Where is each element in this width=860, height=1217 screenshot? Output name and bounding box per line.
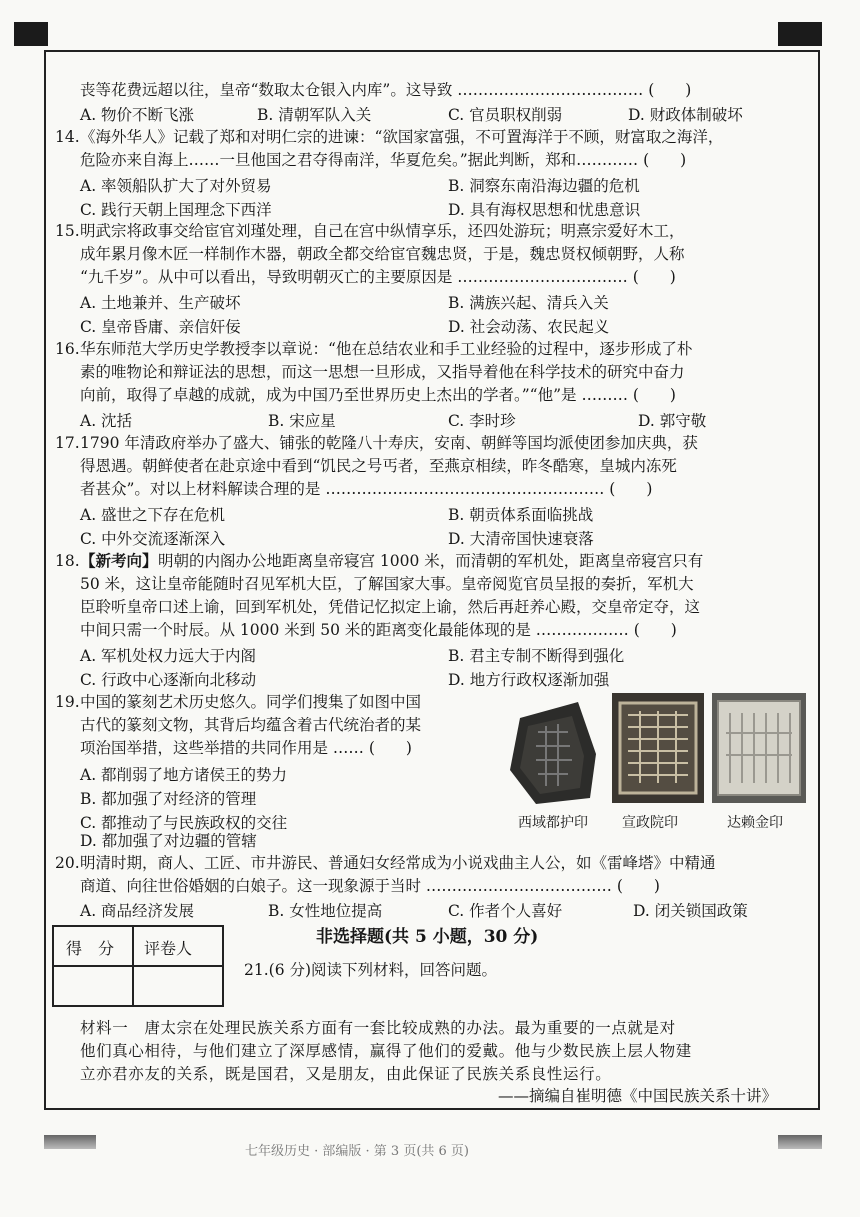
- q14-option-d[interactable]: D. 具有海权思想和忧患意识: [448, 201, 641, 219]
- q14-option-b[interactable]: B. 洞察东南沿海边疆的危机: [448, 177, 640, 195]
- q14-number: 14.: [55, 128, 80, 146]
- q19-stem-line-1: 中国的篆刻艺术历史悠久。同学们搜集了如图中国: [80, 693, 422, 711]
- footer-mark-right: [778, 1135, 822, 1149]
- q13-option-a[interactable]: A. 物价不断飞涨: [80, 106, 195, 124]
- q13-option-b[interactable]: B. 清朝军队入关: [257, 106, 372, 124]
- q16-stem-line-1: 华东师范大学历史学教授李以章说：“他在总结农业和手工业经验的过程中，逐步形成了朴: [80, 340, 693, 358]
- material-line-2: 他们真心相待，与他们建立了深厚感情，赢得了他们的爱戴。他与少数民族上层人物建: [80, 1042, 692, 1060]
- q17-option-a[interactable]: A. 盛世之下存在危机: [80, 506, 226, 524]
- q19-number: 19.: [55, 693, 80, 711]
- xuanzheng-yuan-seal-image: [612, 693, 704, 803]
- q16-option-b[interactable]: B. 宋应星: [268, 412, 336, 430]
- q13-stem-tail: 丧等花费远超以往，皇帝“数取太仓银入内库”。这导致 ……………………………… ( ): [80, 81, 692, 99]
- score-label: 得 分: [66, 939, 115, 958]
- q15-option-b[interactable]: B. 满族兴起、清兵入关: [448, 294, 609, 312]
- q19-option-b[interactable]: B. 都加强了对经济的管理: [80, 790, 257, 808]
- section-title: 非选择题(共 5 小题，30 分): [316, 927, 539, 947]
- q18-stem-line-4: 中间只需一个时辰。从 1000 米到 50 米的距离变化最能体现的是 ……………… ( ): [80, 621, 677, 639]
- q14-stem-line-2: 危险亦来自海上……一旦他国之君夺得南洋，华夏危矣。”据此判断，郑和………… ( ): [80, 151, 687, 169]
- q15-stem-line-1: 明武宗将政事交给宦官刘瑾处理，自己在宫中纵情享乐，还四处游玩；明熹宗爱好木工，: [80, 222, 685, 240]
- q16-option-d[interactable]: D. 郭守敬: [638, 412, 707, 430]
- q20-option-a[interactable]: A. 商品经济发展: [80, 902, 195, 920]
- q16-option-c[interactable]: C. 李时珍: [448, 412, 516, 430]
- q14-option-a[interactable]: A. 率领船队扩大了对外贸易: [80, 177, 272, 195]
- seal-caption-2: 宣政院印: [622, 815, 678, 831]
- registration-mark-left: [14, 22, 48, 46]
- seal-caption-1: 西域都护印: [518, 815, 588, 831]
- q15-stem-line-3: “九千岁”。从中可以看出，导致明朝灭亡的主要原因是 …………………………… ( ): [80, 268, 676, 286]
- q19-option-a[interactable]: A. 都削弱了地方诸侯王的势力: [80, 766, 288, 784]
- score-input-cell[interactable]: [56, 969, 130, 1003]
- q17-option-b[interactable]: B. 朝贡体系面临挑战: [448, 506, 594, 524]
- page-footer: 七年级历史 · 部编版 · 第 3 页(共 6 页): [245, 1144, 470, 1159]
- score-box-divider-h: [54, 965, 222, 967]
- q15-stem-line-2: 成年累月像木匠一样制作木器，朝政全都交给宦官魏忠贤，于是，魏忠贤权倾朝野，人称: [80, 245, 685, 263]
- q18-option-b[interactable]: B. 君主专制不断得到强化: [448, 647, 625, 665]
- q19-stem-line-3: 项治国举措，这些举措的共同作用是 …… ( ): [80, 739, 412, 757]
- q18-stem-line-2: 50 米，这让皇帝能随时召见军机大臣，了解国家大事。皇帝阅览官员呈报的奏折，军机大: [80, 575, 694, 593]
- q16-number: 16.: [55, 340, 80, 358]
- q20-stem-line-1: 明清时期，商人、工匠、市井游民、普通妇女经常成为小说戏曲主人公，如《雷峰塔》中精通: [80, 854, 716, 872]
- q17-stem-line-3: 者甚众”。对以上材料解读合理的是 ……………………………………………… ( ): [80, 480, 653, 498]
- western-regions-protector-seal-image: [506, 696, 600, 806]
- q15-option-a[interactable]: A. 土地兼并、生产破坏: [80, 294, 241, 312]
- q15-option-d[interactable]: D. 社会动荡、农民起义: [448, 318, 610, 336]
- q20-option-b[interactable]: B. 女性地位提高: [268, 902, 383, 920]
- dalai-golden-seal-image: [712, 693, 806, 803]
- q17-number: 17.: [55, 434, 80, 452]
- q21-prompt: 21.(6 分)阅读下列材料，回答问题。: [244, 961, 498, 979]
- q19-stem-line-2: 古代的篆刻文物，其背后均蕴含着古代统治者的某: [80, 716, 422, 734]
- q17-stem-line-1: 1790 年清政府举办了盛大、铺张的乾隆八十寿庆，安南、朝鲜等国均派使团参加庆典，获: [80, 434, 698, 452]
- q19-option-c[interactable]: C. 都推动了与民族政权的交往: [80, 814, 288, 832]
- q18-option-d[interactable]: D. 地方行政权逐渐加强: [448, 671, 610, 689]
- registration-mark-right: [778, 22, 822, 46]
- grader-label: 评卷人: [144, 939, 193, 958]
- q17-option-d[interactable]: D. 大清帝国快速衰落: [448, 530, 594, 548]
- grader-input-cell[interactable]: [136, 969, 220, 1003]
- q16-stem-line-3: 向前，取得了卓越的成就，成为中国乃至世界历史上杰出的学者。”“他”是 ……… ( ): [80, 386, 676, 404]
- material-line-1: 材料一 唐太宗在处理民族关系方面有一套比较成熟的办法。最为重要的一点就是对: [80, 1019, 676, 1037]
- q14-option-c[interactable]: C. 践行天朝上国理念下西洋: [80, 201, 272, 219]
- seal-caption-3: 达赖金印: [727, 815, 783, 831]
- q20-option-d[interactable]: D. 闭关锁国政策: [633, 902, 748, 920]
- q15-option-c[interactable]: C. 皇帝昏庸、亲信奸佞: [80, 318, 241, 336]
- q18-tag: 【新考向】: [80, 551, 158, 570]
- material-source: ——摘编自崔明德《中国民族关系十讲》: [498, 1087, 778, 1105]
- q18-stem-line-1: 明朝的内阁办公地距离皇帝寝宫 1000 米，而清朝的军机处，距离皇帝寝宫只有: [158, 552, 704, 570]
- q14-stem-line-1: 《海外华人》记载了郑和对明仁宗的进谏：“欲国家富强，不可置海洋于不顾，财富取之海洋，: [80, 128, 724, 146]
- q17-option-c[interactable]: C. 中外交流逐渐深入: [80, 530, 226, 548]
- q13-option-c[interactable]: C. 官员职权削弱: [448, 106, 563, 124]
- q13-option-d[interactable]: D. 财政体制破坏: [628, 106, 743, 124]
- q16-stem-line-2: 素的唯物论和辩证法的思想，而这一思想一旦形成，又指导着他在科学技术的研究中奋力: [80, 363, 685, 381]
- q19-option-d[interactable]: D. 都加强了对边疆的管辖: [80, 832, 257, 850]
- q20-number: 20.: [55, 854, 80, 872]
- q18-stem-line-3: 臣聆听皇帝口述上谕，回到军机处，凭借记忆拟定上谕，然后再赶养心殿，交皇帝定夺，这: [80, 598, 701, 616]
- q20-stem-line-2: 商道、向往世俗婚姻的白娘子。这一现象源于当时 ……………………………… ( ): [80, 877, 660, 895]
- material-line-3: 立亦君亦友的关系，既是国君，又是朋友，由此保证了民族关系良性运行。: [80, 1065, 612, 1083]
- q15-number: 15.: [55, 222, 80, 240]
- q18-option-a[interactable]: A. 军机处权力远大于内阁: [80, 647, 257, 665]
- q20-option-c[interactable]: C. 作者个人喜好: [448, 902, 563, 920]
- footer-mark-left: [44, 1135, 96, 1149]
- score-box: [52, 925, 224, 1007]
- q17-stem-line-2: 得恩遇。朝鲜使者在赴京途中看到“饥民之号丐者，至燕京相续，昨冬酷寒，皇城内冻死: [80, 457, 677, 475]
- q18-number: 18.: [55, 552, 80, 570]
- q18-option-c[interactable]: C. 行政中心逐渐向北移动: [80, 671, 257, 689]
- q16-option-a[interactable]: A. 沈括: [80, 412, 133, 430]
